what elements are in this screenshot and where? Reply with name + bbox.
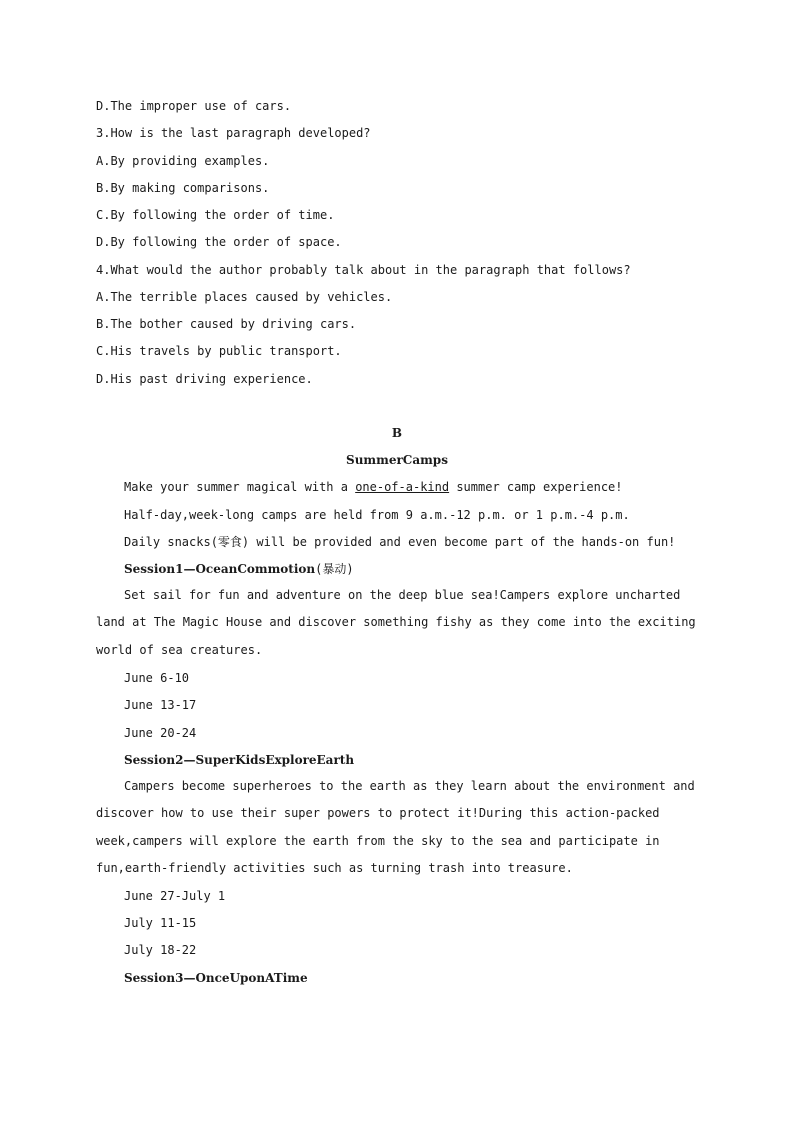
session-1-heading-note: (暴动) — [315, 562, 354, 576]
intro-line-1 — [124, 479, 623, 495]
intro-line-2: Half-day,week-long camps are held from 9 a.m.-12 p.m. or 1 p.m.-4 p.m. — [124, 508, 630, 522]
underlined-phrase: one-of-a-kind — [355, 480, 450, 494]
session-2-desc-line: fun,earth-friendly activities such as turning trash into treasure. — [96, 860, 573, 875]
session-2-description — [96, 773, 695, 882]
q3-option-a: A.By providing examples. — [96, 154, 270, 168]
q3-option-b: B.By making comparisons. — [96, 181, 270, 195]
q4-stem: 4.What would the author probably talk about in the paragraph that follows? — [96, 263, 631, 277]
q4-option-a: A.The terrible places caused by vehicles. — [96, 290, 393, 304]
q4-option-d: D.His past driving experience. — [96, 372, 313, 386]
intro-line-1-text-b: summer camp experience! — [449, 480, 623, 494]
session-1-date: June 6-10 — [124, 671, 190, 685]
session-2-desc-line: Campers become superheroes to the earth as they learn about the environment and — [124, 779, 695, 793]
q3-option-d: D.By following the order of space. — [96, 235, 342, 249]
session-1-heading: Session1—OceanCommotion — [124, 562, 316, 576]
session-2-desc-line: discover how to use their super powers to protect it!During this action-packed — [96, 806, 660, 821]
q4-option-c: C.His travels by public transport. — [96, 344, 342, 358]
session-2-date: June 27-July 1 — [124, 889, 226, 903]
session-2-desc-line: week,campers will explore the earth from the sky to the sea and participate in — [96, 833, 660, 848]
intro-line-3: Daily snacks(零食) will be provided and even become part of the hands-on fun! — [124, 535, 676, 549]
session-1-desc-line: world of sea creatures. — [96, 642, 263, 657]
passage-title: SummerCamps — [346, 453, 448, 467]
q2-option-d: D.The improper use of cars. — [96, 99, 292, 113]
q4-option-b: B.The bother caused by driving cars. — [96, 317, 357, 331]
section-letter: B — [391, 426, 403, 440]
session-2-date: July 11-15 — [124, 916, 197, 930]
session-1-date: June 13-17 — [124, 698, 197, 712]
session-2-date: July 18-22 — [124, 943, 197, 957]
q3-stem: 3.How is the last paragraph developed? — [96, 126, 371, 140]
session-1-desc-line: Set sail for fun and adventure on the deep blue sea!Campers explore uncharted — [124, 588, 681, 602]
session-1-description — [96, 582, 696, 664]
q3-option-c: C.By following the order of time. — [96, 208, 335, 222]
session-1-heading-line — [124, 561, 354, 577]
session-3-heading: Session3—OnceUponATime — [124, 971, 308, 985]
session-1-date: June 20-24 — [124, 726, 197, 740]
session-2-heading: Session2—SuperKidsExploreEarth — [124, 753, 355, 767]
session-1-desc-line: land at The Magic House and discover something fishy as they come into the exciting — [96, 615, 696, 630]
intro-line-1-text-a: Make your summer magical with a — [124, 480, 356, 494]
